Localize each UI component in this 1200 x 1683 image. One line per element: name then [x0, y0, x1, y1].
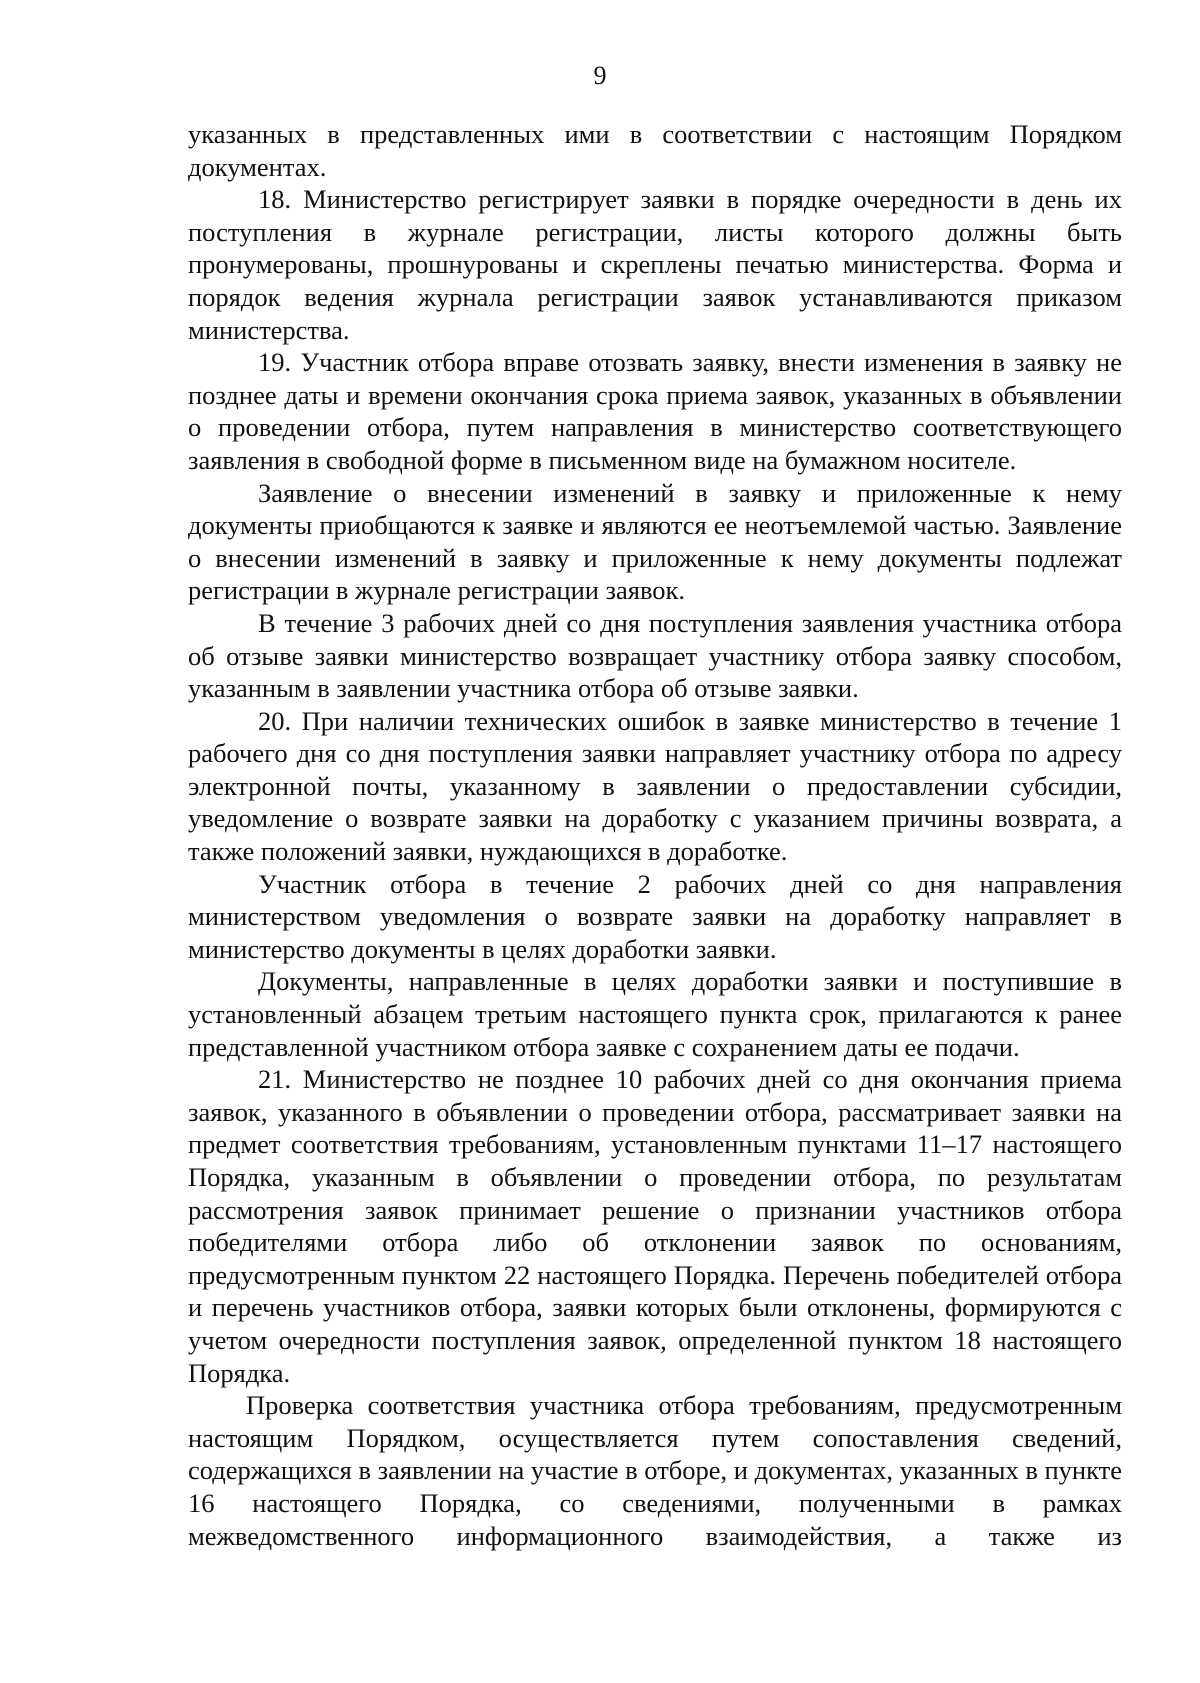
- paragraph-item-18: 18. Министерство регистрирует заявки в порядке очередности в день их поступления в журнале регистрации, листы которого должны быть пронумерованы, прошнурованы и скреплены печатью министерства. Форма и порядок ведения журнала регистрации заявок устанавливаются приказом министерства.: [188, 184, 1122, 345]
- paragraph-item-21-verification: Проверка соответствия участника отбора требованиям, предусмотренным настоящим Порядком, осуществляется путем сопоставления сведений, содержащихся в заявлении на участие в отборе, и документах, указанных в пункте 16 настоящего Порядка, со сведениями, полученными в рамках межведомственного информационного взаимодействия, а также из: [188, 1390, 1122, 1551]
- document-body: [188, 118, 1122, 1552]
- paragraph-item-20: 20. При наличии технических ошибок в заявке министерство в течение 1 рабочего дня со дня поступления заявки направляет участнику отбора по адресу электронной почты, указанному в заявлении о предоставлении субсидии, уведомление о возврате заявки на доработку с указанием причины возврата, а также положений заявки, нуждающихся в доработке.: [188, 705, 1122, 867]
- paragraph-item-19: 19. Участник отбора вправе отозвать заявку, внести изменения в заявку не позднее даты и времени окончания срока приема заявок, указанных в объявлении о проведении отбора, путем направления в министерство соответствующего заявления в свободной форме в письменном виде на бумажном носителе.: [188, 347, 1122, 475]
- paragraph-item-21: 21. Министерство не позднее 10 рабочих дней со дня окончания приема заявок, указанного в объявлении о проведении отбора, рассматривает заявки на предмет соответствия требованиям, установленным пунктами 11–17 настоящего Порядка, указанным в объявлении о проведении отбора, по результатам рассмотрения заявок принимает решение о признании участников отбора победителями отбора либо об отклонении заявок по основаниям, предусмотренным пунктом 22 настоящего Порядка. Перечень победителей отбора и перечень участников отбора, заявки которых были отклонены, формируются с учетом очередности поступления заявок, определенной пунктом 18 настоящего Порядка.: [188, 1064, 1122, 1388]
- paragraph-item-19-withdrawal: В течение 3 рабочих дней со дня поступления заявления участника отбора об отзыве заявки министерство возвращает участнику отбора заявку способом, указанным в заявлении участника отбора об отзыве заявки.: [188, 607, 1122, 704]
- paragraph-item-20-documents: Документы, направленные в целях доработки заявки и поступившие в установленный абзацем третьим настоящего пункта срок, прилагаются к ранее представленной участником отбора заявке с сохранением даты ее подачи.: [188, 966, 1122, 1062]
- paragraph-item-19-amendment: Заявление о внесении изменений в заявку и приложенные к нему документы приобщаются к заявке и являются ее неотъемлемой частью. Заявление о внесении изменений в заявку и приложенные к нему документы подлежат регистрации в журнале регистрации заявок.: [188, 477, 1122, 606]
- paragraph-continuation: указанных в представленных ими в соответствии с настоящим Порядком документах.: [188, 119, 1122, 182]
- paragraph-item-20-revision: Участник отбора в течение 2 рабочих дней со дня направления министерством уведомления о возврате заявки на доработку направляет в министерство документы в целях доработки заявки.: [188, 868, 1122, 964]
- page-number: 9: [593, 61, 607, 90]
